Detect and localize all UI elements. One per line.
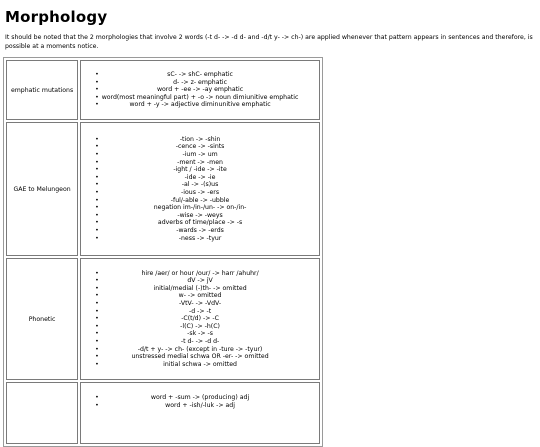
rule-item: • word + -ee -> -ay emphatic bbox=[81, 86, 319, 94]
rule-item: • -tion -> -shin bbox=[81, 136, 319, 144]
rule-item: • -ious -> -ers bbox=[81, 189, 319, 197]
rule-item: • sC- -> shC- emphatic bbox=[81, 71, 319, 79]
rule-item: • -d/t + y- -> ch- (except in -ture -> -tyur) bbox=[81, 346, 319, 354]
table-row bbox=[6, 60, 320, 120]
rule-item: • -t d- -> -d d- bbox=[81, 338, 319, 346]
rule-item: • -ment -> -men bbox=[81, 159, 319, 167]
page-title: Morphology bbox=[5, 8, 108, 26]
rule-item: • unstressed medial schwa OR -er- -> omitted bbox=[81, 353, 319, 361]
morphology-table-body bbox=[6, 60, 320, 444]
rule-item: • word + -sum -> (producing) adj bbox=[81, 394, 319, 402]
rule-item: • -ide -> -ie bbox=[81, 174, 319, 182]
rule-item: • -l(C) -> -h(C) bbox=[81, 323, 319, 331]
rule-item: • d- -> z- emphatic bbox=[81, 79, 319, 87]
rule-item: • -ight / -ide -> -ite bbox=[81, 166, 319, 174]
rule-item: • word + -y -> adjective diminunitive emphatic bbox=[81, 101, 319, 109]
rule-item: • -ness -> -tyur bbox=[81, 235, 319, 243]
rule-item: • w- -> omitted bbox=[81, 292, 319, 300]
rule-item: • -ium -> um bbox=[81, 151, 319, 159]
rule-item: • word(most meaningful part) + -o -> noun dimiunitive emphatic bbox=[81, 94, 319, 102]
rule-item: • negation im-/in-/un- -> on-/in- bbox=[81, 204, 319, 212]
rule-item: • -cence -> -sints bbox=[81, 143, 319, 151]
category-cell: Phonetic bbox=[6, 258, 78, 380]
rule-item: • adverbs of time/place -> -s bbox=[81, 219, 319, 227]
table-row bbox=[6, 122, 320, 256]
intro-paragraph: It should be noted that the 2 morphologies that involve 2 words (-t d- -> -d d- and -d/t y- -> ch-) are applied whenever that pattern appears in sentences and therefore, is possible at a moments notice. bbox=[5, 34, 533, 50]
morphology-table bbox=[3, 57, 323, 447]
rules-list bbox=[81, 71, 319, 109]
table-row bbox=[6, 382, 320, 444]
rules-cell bbox=[80, 258, 320, 380]
rule-item: • initial schwa -> omitted bbox=[81, 361, 319, 369]
rule-item: • -ful/-able -> -ubble bbox=[81, 197, 319, 205]
rule-item: • -sk -> -s bbox=[81, 330, 319, 338]
rule-item: • -al -> -(s)us bbox=[81, 181, 319, 189]
rule-item: • dV -> jV bbox=[81, 277, 319, 285]
category-cell: emphatic mutations bbox=[6, 60, 78, 120]
rule-item: • -d -> -t bbox=[81, 308, 319, 316]
rules-list bbox=[81, 136, 319, 242]
table-row bbox=[6, 258, 320, 380]
rules-cell bbox=[80, 122, 320, 256]
rule-item: • -wards -> -erds bbox=[81, 227, 319, 235]
rule-item: • word + -ish/-luk -> adj bbox=[81, 402, 319, 410]
rule-item: • hire /aer/ or hour /our/ -> harr /ahuhr/ bbox=[81, 270, 319, 278]
rules-list bbox=[81, 270, 319, 369]
rule-item: • -wise -> -weys bbox=[81, 212, 319, 220]
rules-cell bbox=[80, 382, 320, 444]
category-cell: GAE to Melungeon bbox=[6, 122, 78, 256]
rule-item: • -VtV- -> -VdV- bbox=[81, 300, 319, 308]
category-cell bbox=[6, 382, 78, 444]
rule-item: • -C(t/d) -> -C bbox=[81, 315, 319, 323]
rules-list bbox=[81, 383, 319, 409]
rule-item: • initial/medial (-)th- -> omitted bbox=[81, 285, 319, 293]
rules-cell bbox=[80, 60, 320, 120]
